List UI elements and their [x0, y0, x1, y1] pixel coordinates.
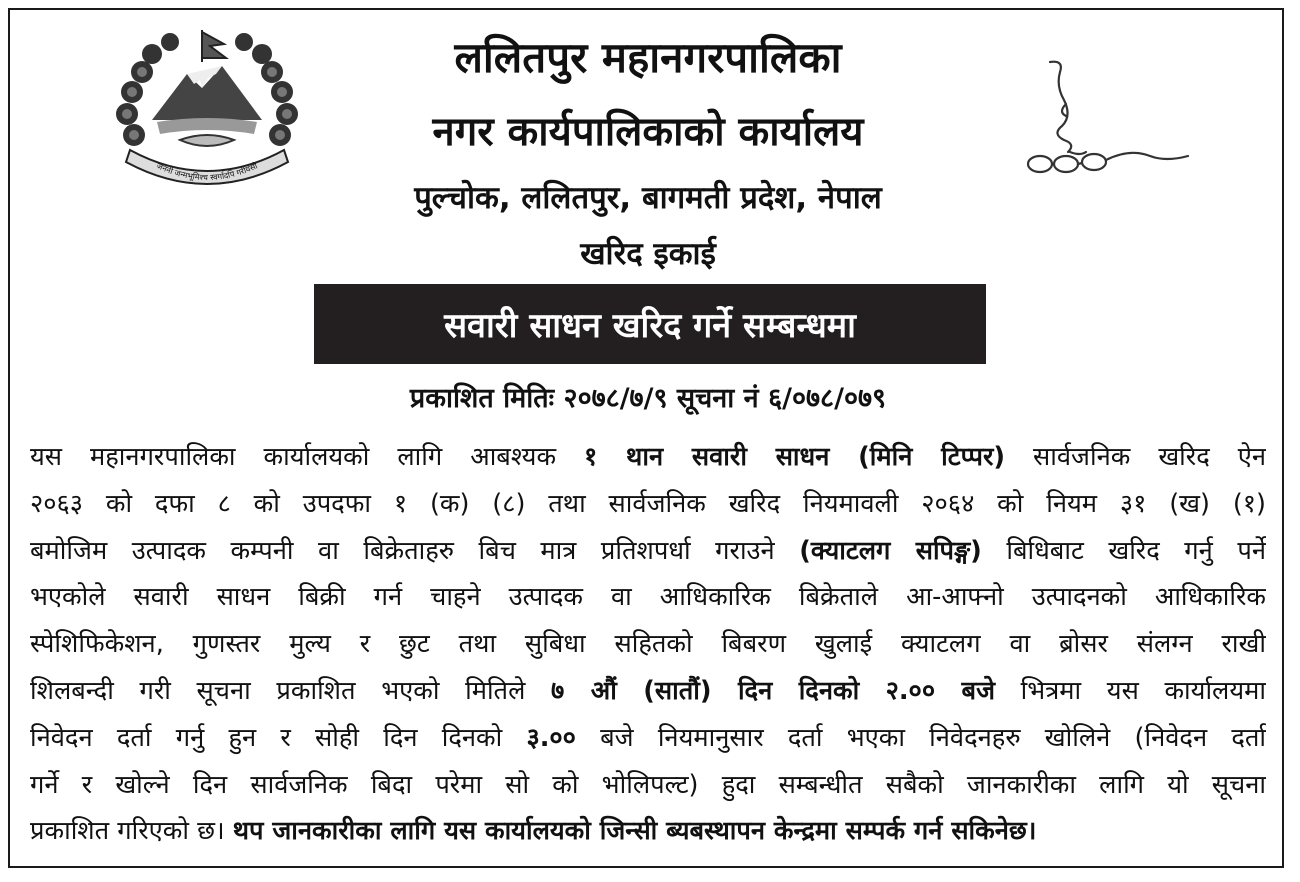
notice-body — [30, 434, 1266, 855]
body-text: २०६३ को दफा ८ को उपदफा १ (क) (८) तथा सार्वजनिक खरिद नियमावली २०६४ को नियम ३१ (ख) (१) — [30, 488, 1266, 519]
body-text: निवेदन दर्ता गर्नु हुन र सोही दिन दिनको — [30, 722, 527, 753]
notice-frame — [8, 8, 1284, 868]
body-line — [30, 434, 1266, 481]
body-text: यस महानगरपालिका कार्यालयको लागि आबश्यक — [30, 442, 585, 472]
body-line — [30, 528, 1266, 575]
subject-text: सवारी साधन खरिद गर्ने सम्बन्धमा — [444, 306, 856, 346]
body-text: प्रकाशित गरिएको छ। — [30, 816, 233, 847]
subject-banner — [314, 284, 986, 364]
emblem-motto: जननी जन्मभूमिश्च स्वर्गादपि गरीयसी — [155, 161, 259, 183]
body-text: शिलबन्दी गरी सूचना प्रकाशित भएको मितिले — [30, 675, 552, 706]
office-name: ललितपुर महानगरपालिका — [454, 33, 842, 82]
notice-number-label: सूचना नं — [676, 383, 759, 414]
notice-number: ६/०७८/०७९ — [768, 383, 887, 414]
body-text: भएकोले सवारी साधन बिक्री गर्न चाहने उत्पादक वा आधिकारिक बिक्रेताले आ-आफ्नो उत्पादनको आधिकारिक — [30, 582, 1266, 613]
body-text: स्पेशिफिकेशन, गुणस्तर मुल्य र छुट तथा सुबिधा सहितको बिबरण खुलाई क्याटलग वा ब्रोसर संलग्न राखी — [30, 629, 1266, 660]
body-line — [30, 668, 1266, 715]
body-bold-text: ७ औं (सातौं) दिन दिनको २.०० बजे — [551, 675, 995, 706]
body-text: गर्ने र खोल्ने दिन सार्वजनिक बिदा परेमा सो को भोलिपल्ट) हुदा सम्बन्धीत सबैको जानकारीका लागि यो सूचना — [30, 769, 1266, 800]
body-text: बिधिबाट खरिद गर्नु पर्ने — [981, 535, 1266, 566]
body-line — [30, 808, 1266, 855]
body-line — [30, 762, 1266, 809]
office-address: पुल्चोक, ललितपुर, बागमती प्रदेश, नेपाल — [414, 180, 882, 216]
body-text: बमोजिम उत्पादक कम्पनी वा बिक्रेताहरु बिच मात्र प्रतिशपर्धा गराउने — [30, 535, 800, 566]
unit-name: खरिद इकाई — [580, 236, 716, 272]
body-bold-text: (क्याटलग सपिङ्ग) — [799, 535, 982, 566]
publication-date: २०७८/७/९ — [563, 383, 668, 414]
office-subtitle: नगर कार्यपालिकाको कार्यालय — [432, 109, 864, 155]
body-bold-text: १ थान सवारी साधन (मिनि टिप्पर) — [584, 442, 1006, 472]
body-line — [30, 715, 1266, 762]
body-bold-text: थप जानकारीका लागि यस कार्यालयको जिन्सी ब्यबस्थापन केन्द्रमा सम्पर्क गर्न सकिनेछ। — [232, 816, 1037, 847]
body-line — [30, 481, 1266, 528]
body-bold-text: ३.०० — [526, 722, 576, 753]
body-text: भित्रमा यस कार्यालयमा — [995, 675, 1266, 706]
publication-info — [10, 378, 1286, 415]
body-text: बजे नियमानुसार दर्ता भएका निवेदनहरु खोलिने (निवेदन दर्ता — [575, 722, 1266, 753]
body-line — [30, 574, 1266, 621]
body-line — [30, 621, 1266, 668]
body-text: सार्वजनिक खरिद ऐन — [1005, 442, 1266, 472]
publication-label: प्रकाशित मितिः — [409, 383, 555, 414]
